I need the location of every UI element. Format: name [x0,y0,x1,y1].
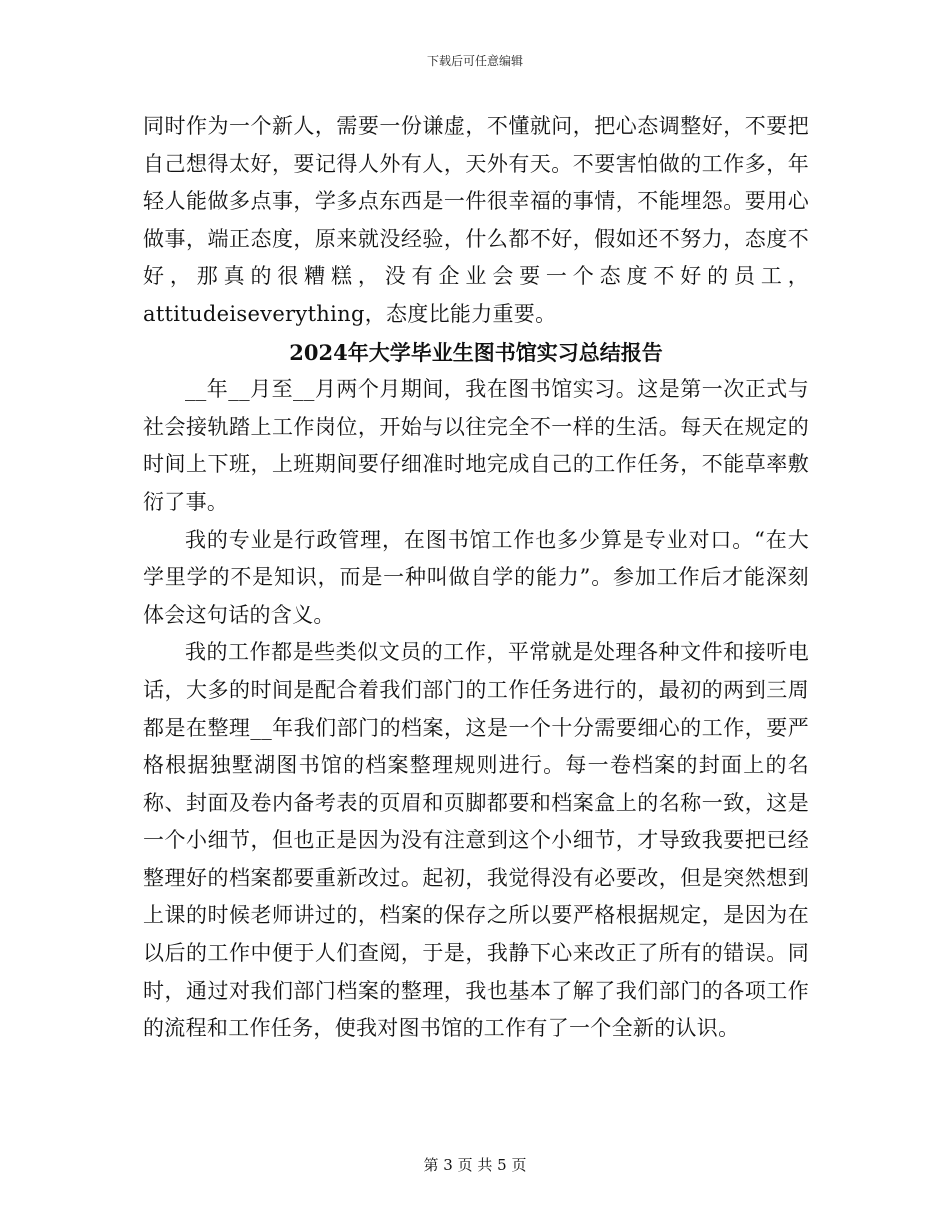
report-title: 2024年大学毕业生图书馆实习总结报告 [289,339,663,365]
page-number: 第 3 页 共 5 页 [423,1156,527,1174]
document-body [143,108,809,1048]
intro-paragraph: 同时作为一个新人，需要一份谦虚，不懂就问，把心态调整好，不要把自己想得太好，要记得人外有人，天外有天。不要害怕做的工作多，年轻人能做多点事，学多点东西是一件很幸福的事情，不能埋怨。要用心做事，端正态度，原来就没经验，什么都不好，假如还不努力，态度不好，那真的很糟糕，没有企业会要一个态度不好的员工，attitudeiseverything，态度比能力重要。 [143,114,809,326]
body-paragraph-2: 我的专业是行政管理，在图书馆工作也多少算是专业对口。“在大学里学的不是知识，而是一种叫做自学的能力”。参加工作后才能深刻体会这句话的含义。 [143,527,809,627]
body-paragraph-3: 我的工作都是些类似文员的工作，平常就是处理各种文件和接听电话，大多的时间是配合着我们部门的工作任务进行的，最初的两到三周都是在整理__年我们部门的档案，这是一个十分需要细心的工作，要严格根据独墅湖图书馆的档案整理规则进行。每一卷档案的封面上的名称、封面及卷内备考表的页眉和页脚都要和档案盒上的名称一致，这是一个小细节，但也正是因为没有注意到这个小细节，才导致我要把已经整理好的档案都要重新改过。起初，我觉得没有必要改，但是突然想到上课的时候老师讲过的，档案的保存之所以要严格根据规定，是因为在以后的工作中便于人们查阅，于是，我静下心来改正了所有的错误。同时，通过对我们部门档案的整理，我也基本了解了我们部门的各项工作的流程和工作任务，使我对图书馆的工作有了一个全新的认识。 [143,640,809,1041]
body-paragraph-1: __年__月至__月两个月期间，我在图书馆实习。这是第一次正式与社会接轨踏上工作岗位，开始与以往完全不一样的生活。每天在规定的时间上下班，上班期间要仔细准时地完成自己的工作任务，不能草率敷衍了事。 [143,377,809,514]
page-header: 下载后可任意编辑 [426,54,523,68]
